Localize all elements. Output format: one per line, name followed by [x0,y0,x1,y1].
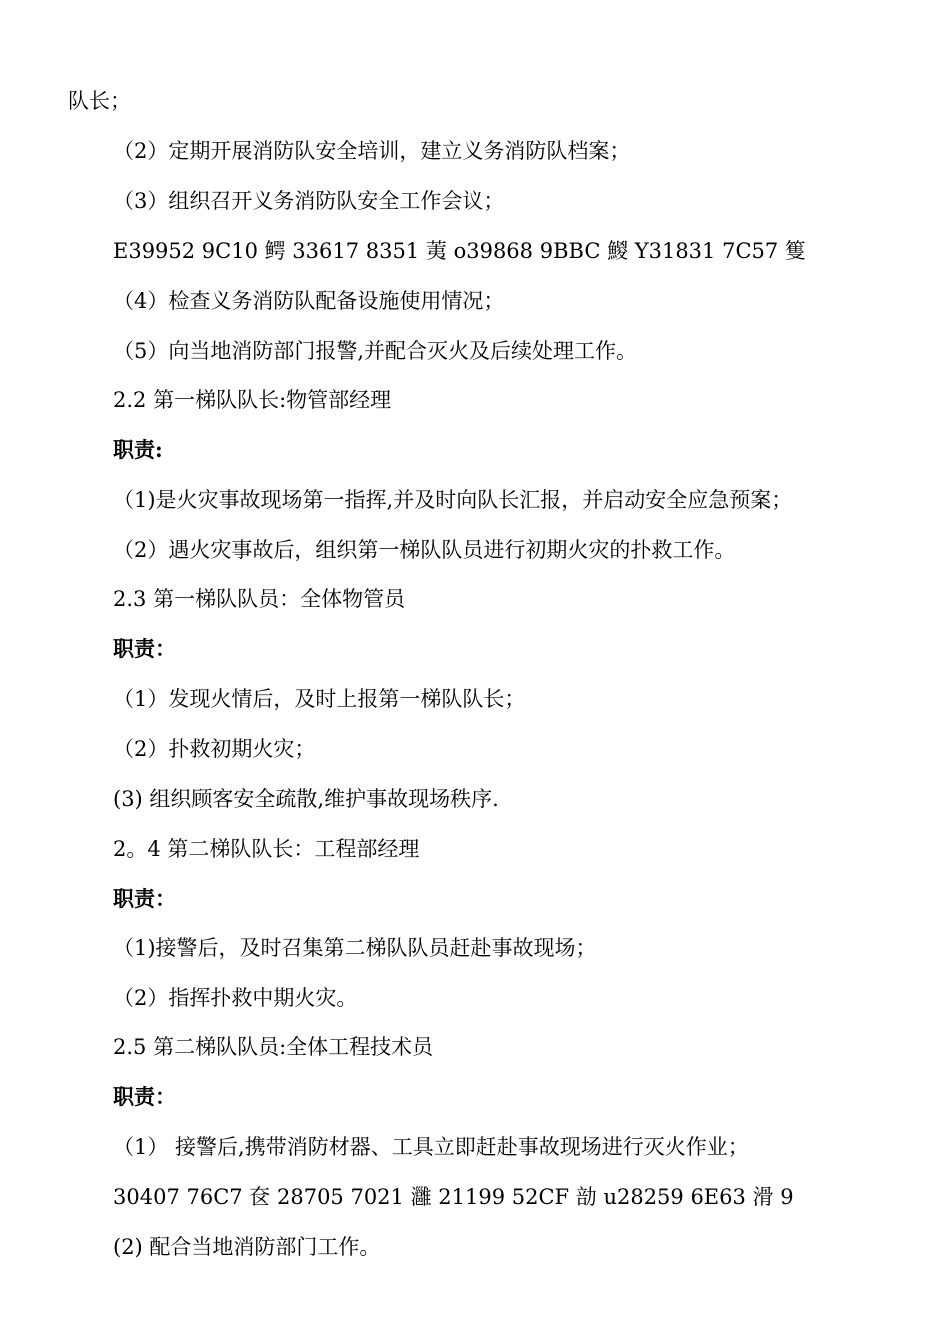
list-item: （4）检查义务消防队配备设施使用情况； [113,289,505,313]
list-item: （1)是火灾事故现场第一指挥,并及时向队长汇报，并启动安全应急预案； [113,488,793,512]
list-item: （2）定期开展消防队安全培训，建立义务消防队档案； [113,139,631,163]
text-line: 队长； [68,89,131,113]
section-heading: 2.3 第一梯队队员：全体物管员 [113,587,406,611]
section-heading: 2.5 第二梯队队员:全体工程技术员 [113,1035,434,1059]
garbled-code-line: E39952 9C10 鳄 33617 8351 荑 o39868 9BBC 鯼 Y31831 7C57 篗 [113,239,806,263]
list-item: （1） 接警后,携带消防材器、工具立即赶赴事故现场进行灭火作业； [113,1135,749,1159]
list-item: （1）发现火情后，及时上报第一梯队队长； [113,687,526,711]
list-item: （2）扑救初期火灾； [113,737,316,761]
list-item: （5）向当地消防部门报警,并配合灭火及后续处理工作。 [113,339,638,363]
section-heading: 2.2 第一梯队队长:物管部经理 [113,388,392,412]
list-item: （2）遇火灾事故后，组织第一梯队队员进行初期火灾的扑救工作。 [113,538,736,562]
list-item: （2）指挥扑救中期火灾。 [113,986,358,1010]
list-item: （1)接警后，及时召集第二梯队队员赶赴事故现场； [113,936,597,960]
section-heading: 2。4 第二梯队队长：工程部经理 [113,837,420,861]
duties-label: 职责： [113,636,176,661]
list-item: （3）组织召开义务消防队安全工作会议； [113,189,505,213]
garbled-code-line: 30407 76C7 奁 28705 7021 灉 21199 52CF 勏 u28259 6E63 滑 9 [113,1185,794,1209]
list-item: (3) 组织顾客安全疏散,维护事故现场秩序. [113,787,499,811]
duties-label: 职责： [113,886,176,911]
list-item: (2) 配合当地消防部门工作。 [113,1235,381,1259]
duties-label: 职责： [113,1084,176,1109]
duties-label: 职责: [113,437,163,462]
